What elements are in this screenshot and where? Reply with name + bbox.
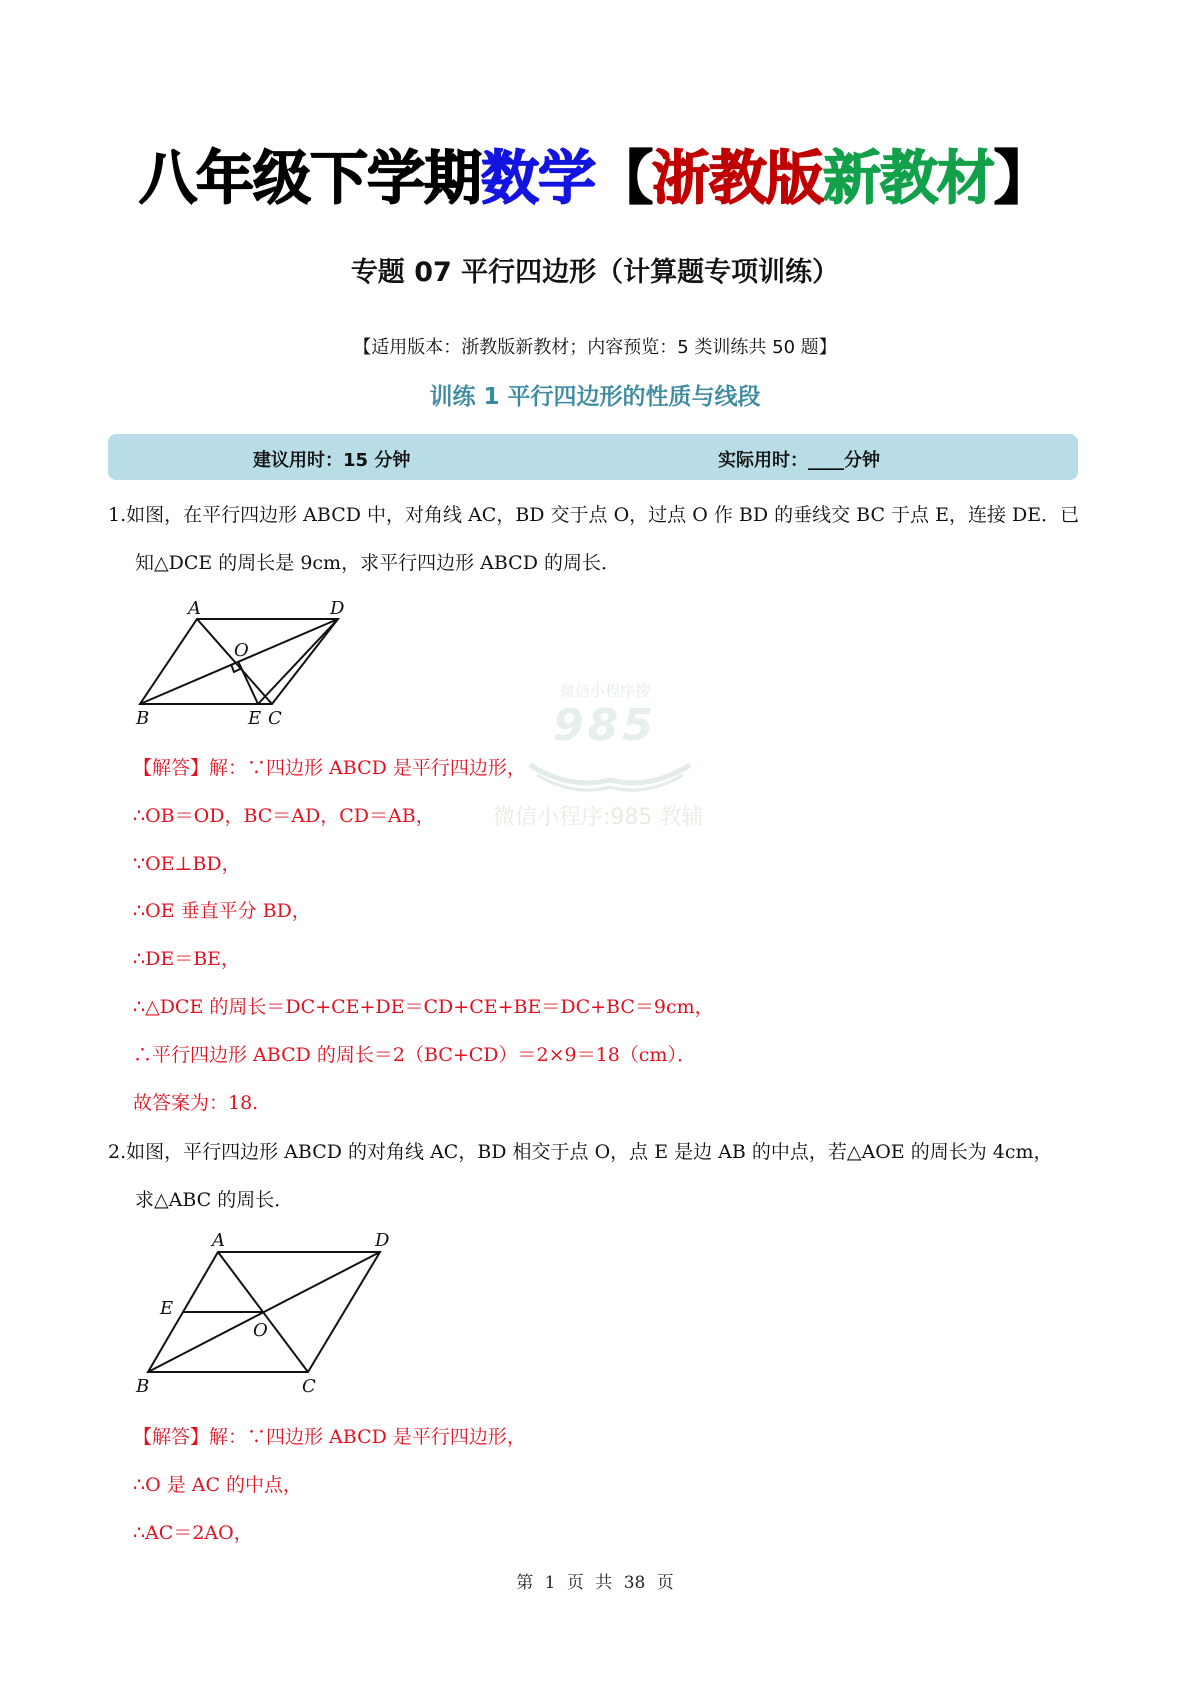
question-2-line1: 2.如图，平行四边形 ABCD 的对角线 AC，BD 相交于点 O，点 E 是边 AB 的中点，若△AOE 的周长为 4cm， — [108, 1141, 1053, 1163]
solution-2-line-2: ∴O 是 AC 的中点， — [133, 1474, 303, 1496]
watermark-book-icon — [525, 745, 695, 795]
solution-1-line-5: ∴DE＝BE， — [133, 948, 241, 970]
fig1-label-O: O — [234, 640, 249, 661]
solution-1-line-3: ∵OE⊥BD， — [133, 853, 241, 875]
watermark-top-text: 微信小程序搜 — [559, 682, 650, 700]
scope-note: 【适用版本：浙教版新教材；内容预览：5 类训练共 50 题】 — [353, 337, 837, 358]
fig1-label-B: B — [136, 708, 150, 729]
fig1-label-A: A — [188, 598, 201, 619]
solution-1-line-6: ∴△DCE 的周长＝DC+CE+DE＝CD+CE+BE＝DC+BC＝9cm， — [133, 996, 714, 1018]
solution-1-line-2: ∴OB＝OD，BC＝AD，CD＝AB， — [133, 805, 435, 827]
fig2-label-D: D — [375, 1232, 390, 1251]
question-1-line2: 知△DCE 的周长是 9cm，求平行四边形 ABCD 的周长． — [135, 552, 620, 574]
solution-1-line-1: 【解答】解：∵四边形 ABCD 是平行四边形， — [133, 757, 526, 779]
solution-1-line-7: ∴平行四边形 ABCD 的周长＝2（BC+CD）＝2×9＝18（cm）． — [133, 1044, 696, 1066]
figure-2-parallelogram — [130, 1232, 410, 1397]
document-title — [0, 138, 1190, 218]
solution-1-line-8: 故答案为：18. — [133, 1092, 259, 1114]
fig2-label-O: O — [253, 1320, 268, 1341]
question-1-line1: 1.如图，在平行四边形 ABCD 中，对角线 AC，BD 交于点 O，过点 O 作 BD 的垂线交 BC 于点 E，连接 DE．已 — [108, 504, 1080, 526]
fig2-label-E: E — [160, 1298, 174, 1319]
fig1-label-E: E — [248, 708, 262, 729]
page-footer: 第 1 页 共 38 页 — [516, 1573, 674, 1593]
title-edition: 浙教版 — [652, 144, 824, 212]
question-1-number: 1. — [108, 504, 127, 526]
solution-1-line-4: ∴OE 垂直平分 BD， — [133, 900, 311, 922]
actual-time: 实际用时：____分钟 — [718, 450, 880, 471]
fig2-label-A: A — [212, 1232, 225, 1251]
watermark-bottom-text: 微信小程序:985 教辅 — [493, 805, 704, 830]
figure-1-parallelogram — [130, 596, 370, 731]
time-bar — [108, 434, 1078, 480]
question-2-line2: 求△ABC 的周长． — [135, 1189, 294, 1211]
title-grade: 八年级下学期 — [138, 144, 481, 212]
topic-subtitle: 专题 07 平行四边形（计算题专项训练） — [350, 257, 840, 288]
title-bracket-open: 【 — [594, 144, 652, 212]
fig1-label-C: C — [268, 708, 282, 729]
solution-2-line-3: ∴AC＝2AO， — [133, 1522, 253, 1544]
fig2-label-C: C — [302, 1376, 316, 1397]
title-new-textbook: 新教材 — [823, 144, 995, 212]
fig2-label-B: B — [136, 1376, 150, 1397]
solution-2-line-1: 【解答】解：∵四边形 ABCD 是平行四边形， — [133, 1426, 526, 1448]
fig1-label-D: D — [330, 598, 345, 619]
suggested-time: 建议用时：15 分钟 — [253, 450, 411, 471]
section-heading: 训练 1 平行四边形的性质与线段 — [429, 384, 761, 410]
question-2-number: 2. — [108, 1141, 127, 1163]
title-subject: 数学 — [480, 144, 595, 212]
title-bracket-close: 】 — [994, 144, 1052, 212]
watermark-logo: 985 — [553, 700, 657, 751]
